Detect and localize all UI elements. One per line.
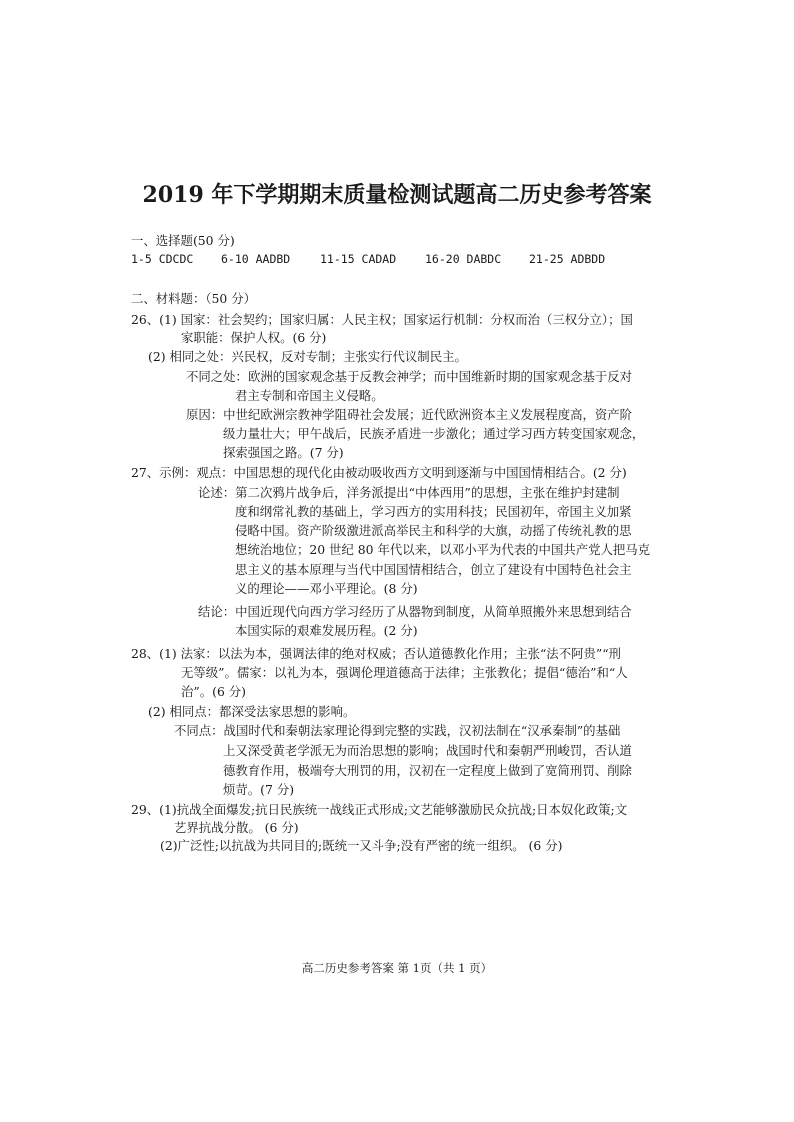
answer-line: 26、(1) 国家：社会契约；国家归属：人民主权；国家运行机制：分权而治（三权分立）；国 [131, 312, 633, 327]
answer-line: 结论：中国近现代向西方学习经历了从器物到制度，从简单照搬外来思想到结合 [198, 604, 632, 619]
answer-line: 君主专制和帝国主义侵略。 [235, 388, 384, 403]
answer-group-4: 16-20 DABDC [425, 252, 502, 266]
answer-line: 本国实际的艰难发展历程。(2 分) [235, 623, 418, 638]
answer-line: 级力量壮大；甲午战后，民族矛盾进一步激化；通过学习西方转变国家观念， [223, 426, 645, 441]
answer-line: 29、(1)抗战全面爆发;抗日民族统一战线正式形成;文艺能够激励民众抗战;日本奴化政策;文 [131, 802, 628, 817]
section-heading-material: 二、材料题：（50 分） [131, 291, 257, 306]
answer-line: (2) 相同点：都深受法家思想的影响。 [148, 704, 356, 719]
answer-line: 想统治地位；20 世纪 80 年代以来，以邓小平为代表的中国共产党人把马克 [235, 542, 651, 557]
answer-line: 28、(1) 法家：以法为本，强调法律的绝对权威；否认道德教化作用；主张“法不阿贵”“刑 [131, 646, 621, 661]
section-heading-choice: 一、选择题(50 分) [131, 233, 235, 248]
answer-line: 无等级”。儒家：以礼为本，强调伦理道德高于法律；主张教化；提倡“德治”和“人 [181, 665, 628, 680]
answer-line: 上又深受黄老学派无为而治思想的影响；战国时代和秦朝严刑峻罚，否认道 [223, 743, 632, 758]
answer-line: (2)广泛性;以抗战为共同目的;既统一又斗争;没有严密的统一组织。 (6 分) [160, 838, 563, 853]
answer-line: 度和纲常礼教的基础上，学习西方的实用科技；民国初年，帝国主义加紧 [235, 504, 632, 519]
answer-group-5: 21-25 ADBDD [529, 252, 606, 266]
answer-line: 不同之处：欧洲的国家观念基于反教会神学；而中国维新时期的国家观念基于反对 [186, 369, 633, 384]
answer-line: (2) 相同之处：兴民权，反对专制；主张实行代议制民主。 [148, 349, 467, 364]
answer-line: 治”。(6 分) [181, 684, 246, 699]
answer-line: 艺界抗战分散。 (6 分) [174, 820, 299, 835]
answer-group-3: 11-15 CADAD [320, 252, 397, 266]
answer-line: 原因：中世纪欧洲宗教神学阻碍社会发展；近代欧洲资本主义发展程度高，资产阶 [186, 407, 633, 422]
answer-line: 义的理论——邓小平理论。(8 分) [235, 581, 418, 596]
page-footer: 高二历史参考答案 第 1页（共 1 页） [301, 961, 493, 975]
answer-line: 家职能：保护人权。(6 分) [181, 330, 327, 345]
answer-line: 27、示例：观点：中国思想的现代化由被动吸收西方文明到逐渐与中国国情相结合。(2 分) [131, 465, 627, 480]
answer-group-2: 6-10 AADBD [221, 252, 291, 266]
answer-line: 思主义的基本原理与当代中国国情相结合，创立了建设有中国特色社会主 [235, 562, 632, 577]
answer-line: 德教育作用，极端夸大刑罚的用，汉初在一定程度上做到了宽简刑罚、削除 [223, 763, 632, 778]
answer-line: 侵略中国。资产阶级激进派高举民主和科学的大旗，动摇了传统礼教的思 [235, 523, 632, 538]
answer-line: 探索强国之路。(7 分) [223, 445, 344, 460]
answer-group-1: 1-5 CDCDC [131, 252, 194, 266]
answer-line: 烦苛。(7 分) [223, 782, 295, 797]
answer-line: 不同点：战国时代和秦朝法家理论得到完整的实践，汉初法制在“汉承秦制”的基础 [174, 723, 621, 738]
answer-line: 论述：第二次鸦片战争后，洋务派提出“中体西用”的思想，主张在维护封建制 [198, 485, 620, 500]
page-title: 2019 年下学期期末质量检测试题高二历史参考答案 [142, 182, 652, 208]
